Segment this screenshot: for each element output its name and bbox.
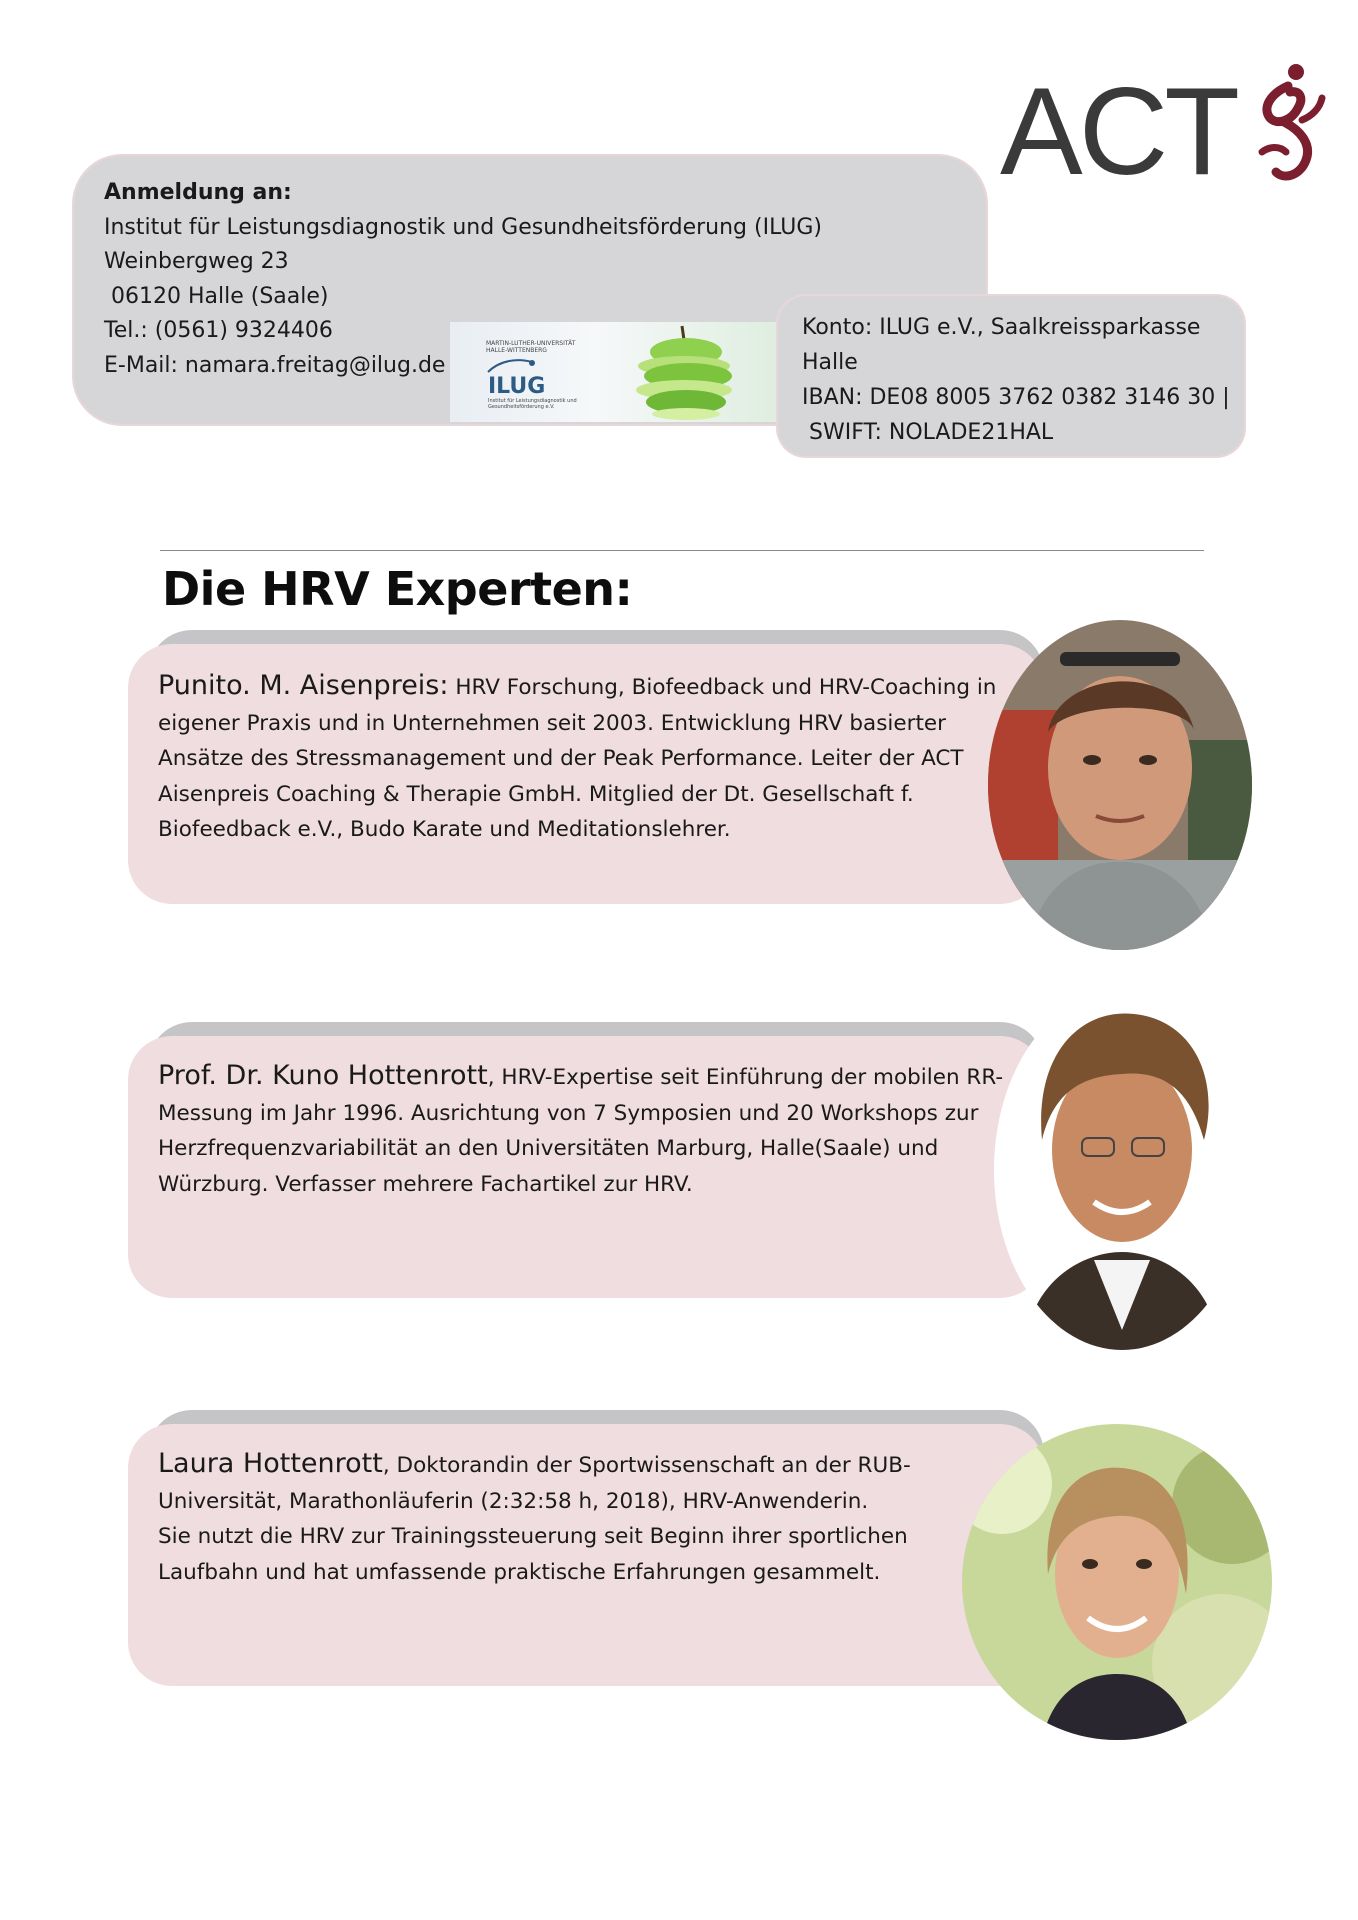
ilug-emblem-icon [486,356,536,374]
city-address: 06120 Halle (Saale) [104,283,329,309]
dancing-figure-icon [1240,60,1330,190]
divider-line [160,550,1204,551]
page-heading: Die HRV Experten: [162,562,633,616]
expert-photo [988,620,1252,950]
expert-name: Prof. Dr. Kuno Hottenrott [158,1060,488,1091]
ilug-subtitle: Institut für Leistungsdiagnostik und Gesundheitsförderung e.V. [488,398,577,410]
ilug-logo-image [450,322,776,422]
expert-line: , Doktorandin der Sportwissenschaft an der RUB- [382,1453,911,1478]
phone-number: Tel.: (0561) 9324406 [104,318,333,343]
expert-line: , HRV-Expertise seit Einführung der mobilen RR- [487,1065,1004,1090]
institute-name: Institut für Leistungsdiagnostik und Gesundheitsförderung (ILUG) [104,214,822,240]
expert-line: Laufbahn und hat umfassende praktische Erfahrungen gesammelt. [158,1559,881,1585]
ilug-university: MARTIN-LUTHER-UNIVERSITÄT HALLE-WITTENBERG [486,340,576,354]
ilug-name: ILUG [488,374,546,399]
expert-photo [994,990,1250,1350]
email-address: E-Mail: namara.freitag@ilug.de [104,352,446,378]
account-line-1: Konto: ILUG e.V., Saalkreissparkasse [802,315,1201,340]
act-logo [1000,60,1330,200]
expert-line: Herzfrequenzvariabilität an den Universitäten Marburg, Halle(Saale) und [158,1136,939,1161]
expert-line: Ansätze des Stressmanagement und der Peak Performance. Leiter der ACT [158,746,964,771]
expert-text [158,668,1008,848]
green-apple-icon [620,322,750,422]
expert-line: Sie nutzt die HRV zur Trainingssteuerung seit Beginn ihrer sportlichen [158,1524,908,1549]
expert-text [158,1058,1018,1202]
expert-text [158,1446,1018,1590]
logo-text: ACT [1000,63,1236,201]
expert-line: Messung im Jahr 1996. Ausrichtung von 7 Symposien und 20 Workshops zur [158,1100,979,1126]
expert-line: Aisenpreis Coaching & Therapie GmbH. Mitglied der Dt. Gesellschaft f. [158,781,914,807]
expert-name: Punito. M. Aisenpreis: [158,670,449,701]
expert-line: eigener Praxis und in Unternehmen seit 2003. Entwicklung HRV basierter [158,710,946,736]
account-iban: IBAN: DE08 8005 3762 0382 3146 30 | [802,385,1230,410]
expert-line: Biofeedback e.V., Budo Karate und Meditationslehrer. [158,817,731,842]
registration-heading: Anmeldung an: [104,180,292,205]
account-line-2: Halle [802,350,858,375]
account-swift: SWIFT: NOLADE21HAL [802,420,1054,445]
expert-photo [962,1424,1272,1740]
expert-line: Universität, Marathonläuferin (2:32:58 h, 2018), HRV-Anwenderin. [158,1488,869,1514]
street-address: Weinbergweg 23 [104,249,289,274]
expert-line: HRV Forschung, Biofeedback und HRV-Coaching in [448,675,997,700]
expert-name: Laura Hottenrott [158,1448,383,1479]
account-text [802,310,1230,450]
expert-line: Würzburg. Verfasser mehrere Fachartikel zur HRV. [158,1171,693,1197]
